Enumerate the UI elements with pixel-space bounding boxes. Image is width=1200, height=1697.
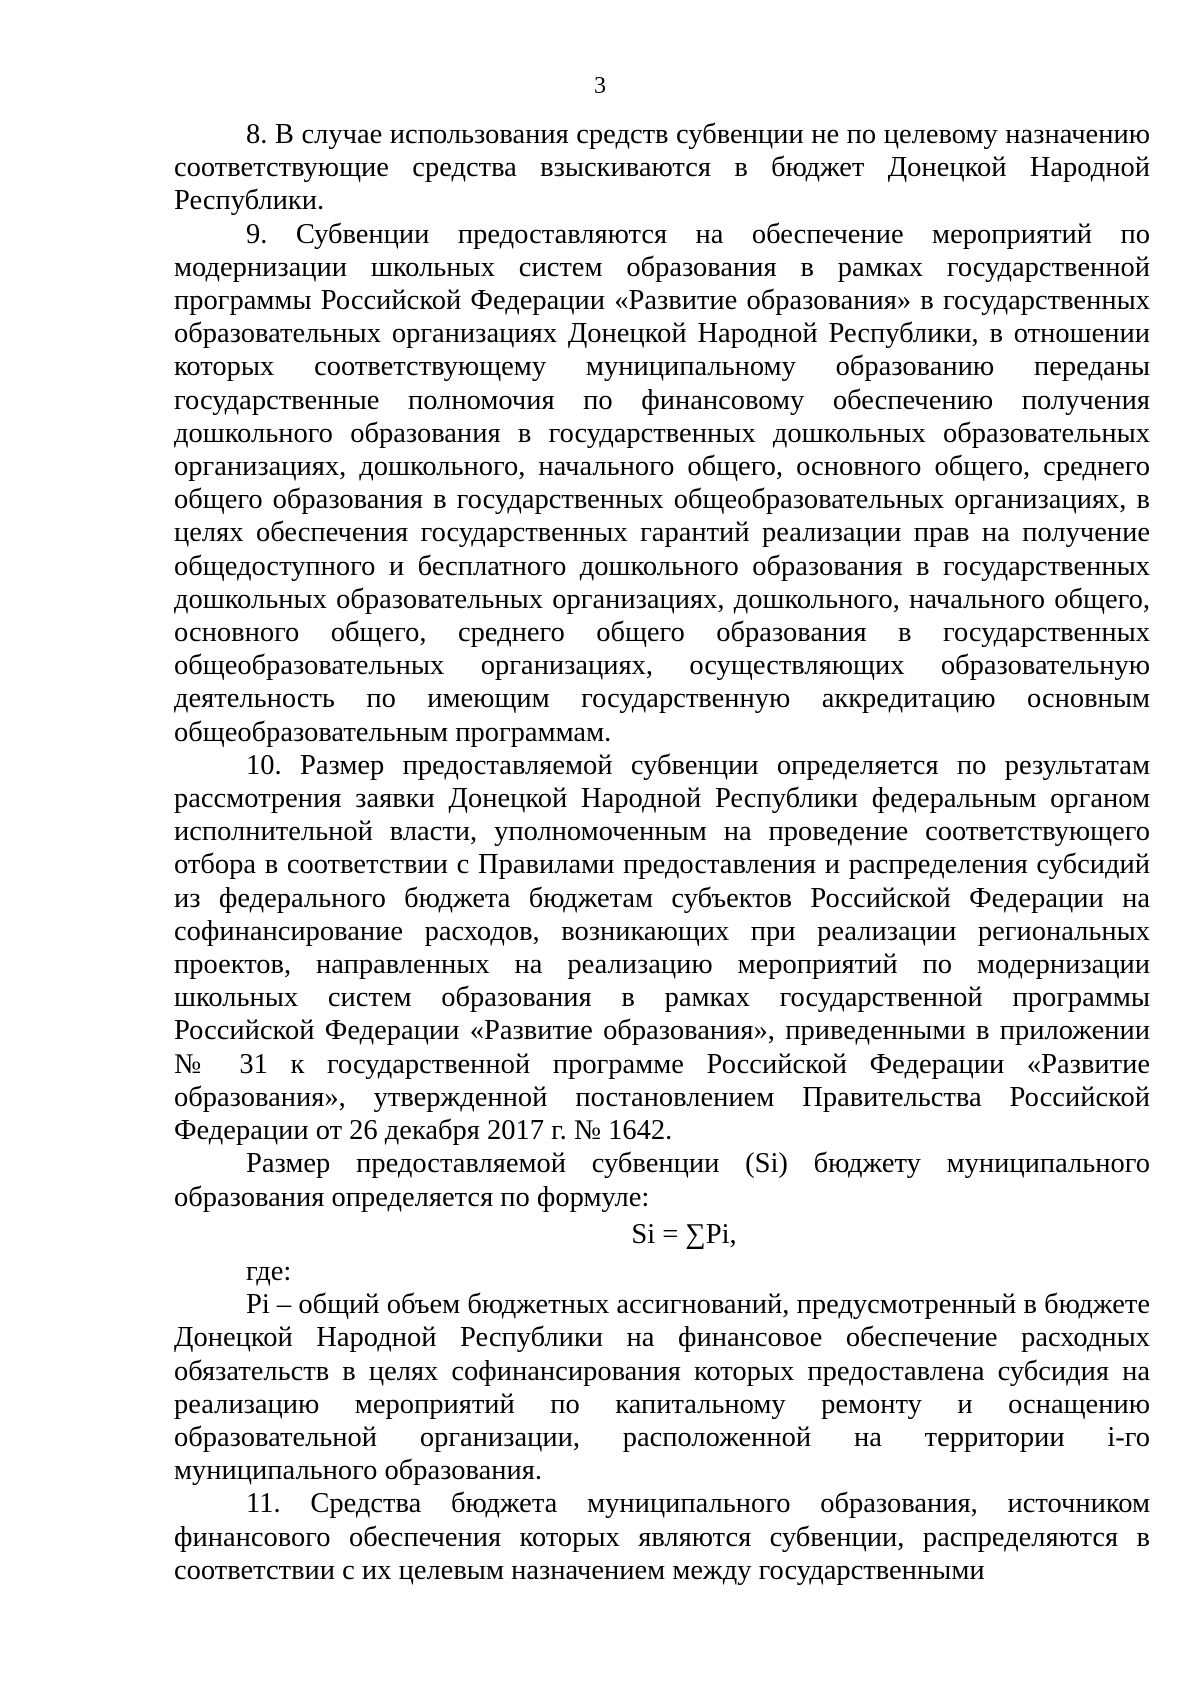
paragraph-size-intro: Размер предоставляемой субвенции (Si) бюджету муниципального образования определяется по формуле: (174, 1148, 1150, 1213)
paragraph-8: 8. В случае использования средств субвенции не по целевому назначению соответствующие средства взыскиваются в бюджет Донецкой Народной Республики. (174, 119, 1150, 217)
paragraph-where: где: (246, 1255, 292, 1287)
document-body (174, 118, 1150, 1587)
paragraph-9: 9. Субвенции предоставляются на обеспечение мероприятий по модернизации школьных систем образования в рамках государственной программы Российской Федерации «Развитие образования» в государственных образовательных организациях Донецкой Народной Республики, в отношении которых соответствующему муниципальному образованию переданы государственные полномочия по финансовому обеспечению получения дошкольного образования в государственных дошкольных образовательных организациях, дошкольного, начального общего, основного общего, среднего общего образования в государственных общеобразовательных организациях, в целях обеспечения государственных гарантий реализации прав на получение общедоступного и бесплатного дошкольного образования в государственных дошкольных образовательных организациях, дошкольного, начального общего, основного общего, среднего общего образования в государственных общеобразовательных организациях, осуществляющих образовательную деятельность по имеющим государственную аккредитацию основным общеобразовательным программам. (174, 218, 1150, 748)
paragraph-10: 10. Размер предоставляемой субвенции определяется по результатам рассмотрения заявки Донецкой Народной Республики федеральным органом исполнительной власти, уполномоченным на проведение соответствующего отбора в соответствии с Правилами предоставления и распределения субсидий из федерального бюджета бюджетам субъектов Российской Федерации на софинансирование расходов, возникающих при реализации региональных проектов, направленных на реализацию мероприятий по модернизации школьных систем образования в рамках государственной программы Российской Федерации «Развитие образования», приведенными в приложении № 31 к государственной программе Российской Федерации «Развитие образования», утвержденной постановлением Правительства Российской Федерации от 26 декабря 2017 г. № 1642. (174, 749, 1150, 1147)
paragraph-11: 11. Средства бюджета муниципального образования, источником финансового обеспечения которых являются субвенции, распределяются в соответствии с их целевым назначением между государственными (174, 1488, 1150, 1586)
formula: Si = ∑Pi, (631, 1218, 737, 1250)
page-number: 3 (594, 73, 606, 99)
paragraph-pi-definition: Pi – общий объем бюджетных ассигнований, предусмотренный в бюджете Донецкой Народной Республики на финансовое обеспечение расходных обязательств в целях софинансирования которых предоставлена субсидия на реализацию мероприятий по капитальному ремонту и оснащению образовательной организации, расположенной на территории i-го муниципального образования. (174, 1289, 1150, 1487)
